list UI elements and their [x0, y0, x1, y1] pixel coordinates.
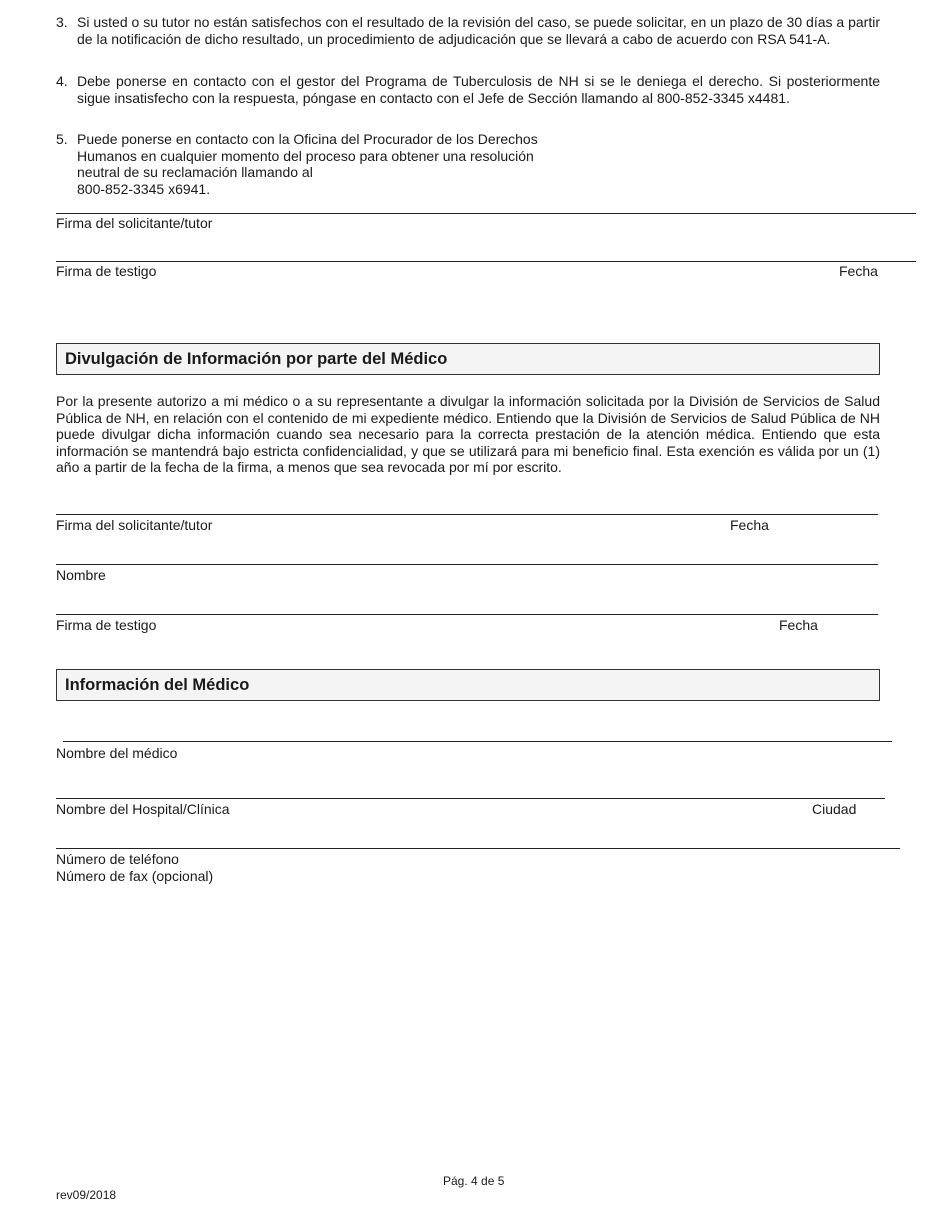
phone-label: Número de teléfono [56, 851, 179, 867]
release-name-label: Nombre [56, 567, 106, 583]
phone-line[interactable] [56, 848, 900, 849]
list-text [77, 131, 880, 197]
city-label: Ciudad [812, 801, 857, 817]
list-number: 4. [56, 73, 68, 89]
release-section-title: Divulgación de Información por parte del Médico [65, 350, 448, 368]
release-witness-signature-line[interactable] [56, 614, 878, 615]
physician-name-label: Nombre del médico [56, 745, 178, 761]
applicant-signature-line[interactable] [56, 213, 916, 214]
witness-signature-label: Firma de testigo [56, 263, 157, 279]
list-item-5 [56, 131, 880, 197]
witness-date-label: Fecha [839, 263, 878, 279]
list-number: 3. [56, 14, 68, 30]
hospital-line[interactable] [56, 798, 885, 799]
release-applicant-date-label: Fecha [730, 517, 769, 533]
fax-label: Número de fax (opcional) [56, 868, 214, 884]
list-text: Debe ponerse en contacto con el gestor del Programa de Tuberculosis de NH si se le deniega el derecho. Si posteriormente sigue insatisfecho con la respuesta, póngase en contacto con el Jefe de Sección llamando al 800-852-3345 x4481. [77, 73, 880, 106]
revision-date: rev09/2018 [56, 1188, 117, 1202]
list-item-4 [56, 73, 880, 106]
physician-name-line[interactable] [63, 741, 892, 742]
applicant-signature-label: Firma del solicitante/tutor [56, 215, 213, 231]
release-name-line[interactable] [56, 564, 878, 565]
hospital-label: Nombre del Hospital/Clínica [56, 801, 230, 817]
list-number: 5. [56, 131, 68, 147]
list-item-3 [56, 14, 880, 47]
release-authorization-paragraph: Por la presente autorizo a mi médico o a su representante a divulgar la información solicitada por la División de Servicios de Salud Pública de NH, en relación con el contenido de mi expediente médico. Entiendo que la División de Servicios de Salud Pública de NH puede divulgar dicha información cuando sea necesario para la correcta prestación de la atención médica. Entiendo que esta información se mantendrá bajo estricta confidencialidad, y que se utilizará para mi beneficio final. Esta exención es válida por un (1) año a partir de la fecha de la firma, a menos que sea revocada por mí por escrito. [56, 393, 880, 475]
release-witness-date-label: Fecha [779, 617, 818, 633]
release-applicant-signature-label: Firma del solicitante/tutor [56, 517, 213, 533]
release-applicant-signature-line[interactable] [56, 514, 878, 515]
physician-section-title: Información del Médico [65, 676, 250, 694]
list-text-line1: Puede ponerse en contacto con la Oficina del Procurador de los Derechos Humanos en cualquier momento del proceso para obtener una resolución neutral de su reclamación llamando al [77, 131, 538, 180]
list-text: Si usted o su tutor no están satisfechos con el resultado de la revisión del caso, se puede solicitar, en un plazo de 30 días a partir de la notificación de dicho resultado, un procedimiento de adjudicación que se llevará a cabo de acuerdo con RSA 541-A. [77, 14, 880, 47]
release-witness-signature-label: Firma de testigo [56, 617, 157, 633]
physician-section-header [56, 669, 880, 701]
release-section-header [56, 343, 880, 375]
list-text-line2: 800-852-3345 x6941. [77, 180, 211, 197]
witness-signature-line[interactable] [56, 261, 916, 262]
page-number: Pág. 4 de 5 [443, 1174, 505, 1188]
